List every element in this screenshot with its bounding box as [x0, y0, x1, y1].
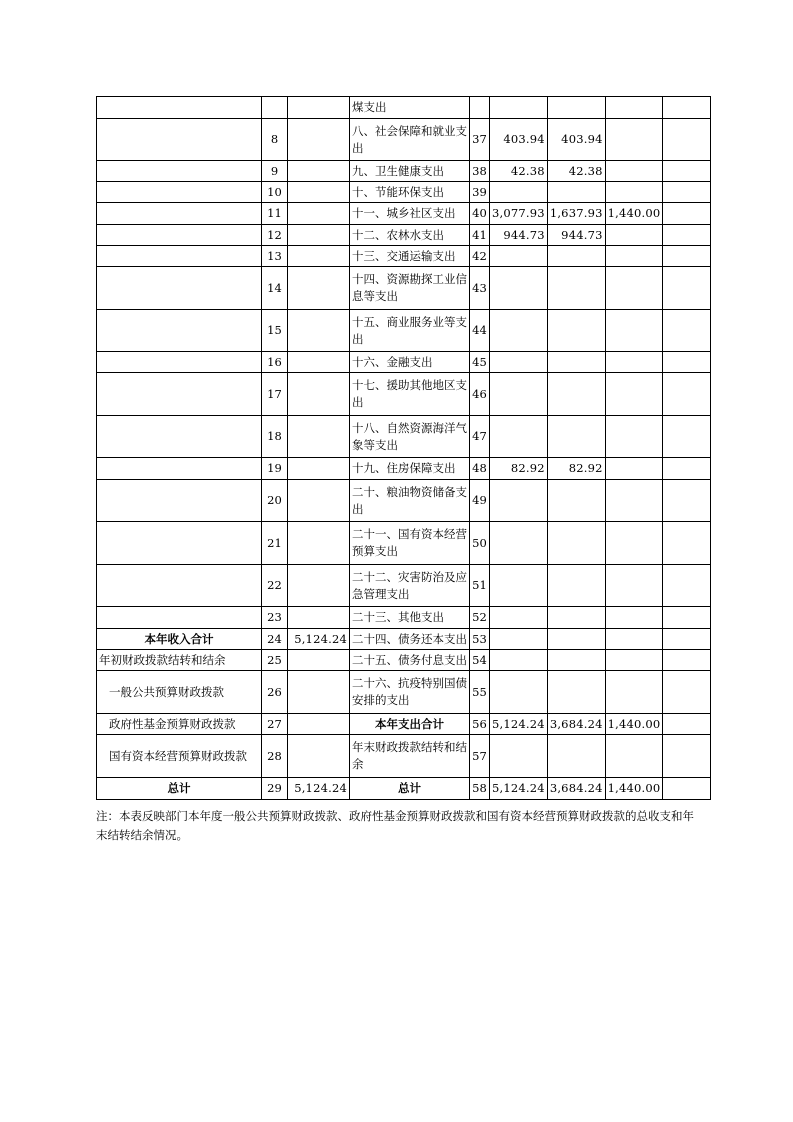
- state-capital-cell: [663, 522, 711, 565]
- expense-total-cell: [490, 650, 548, 671]
- income-amount-cell: [288, 225, 350, 246]
- general-budget-cell: 944.73: [547, 225, 605, 246]
- state-capital-cell: [663, 97, 711, 119]
- income-amount-cell: [288, 480, 350, 522]
- expense-line-no-cell: 46: [470, 373, 490, 416]
- expense-total-cell: 5,124.24: [490, 778, 548, 800]
- expense-item-cell: 十五、商业服务业等支出: [350, 310, 470, 352]
- income-amount-cell: [288, 373, 350, 416]
- general-budget-cell: [547, 373, 605, 416]
- expense-total-cell: [490, 735, 548, 778]
- income-line-no-cell: 14: [262, 267, 288, 310]
- income-amount-cell: [288, 119, 350, 161]
- income-line-no-cell: 20: [262, 480, 288, 522]
- expense-total-cell: [490, 310, 548, 352]
- income-amount-cell: [288, 267, 350, 310]
- expense-item-cell: 十九、住房保障支出: [350, 458, 470, 480]
- income-line-no-cell: 17: [262, 373, 288, 416]
- income-line-no-cell: 8: [262, 119, 288, 161]
- state-capital-cell: [663, 565, 711, 607]
- income-amount-cell: [288, 203, 350, 225]
- income-amount-cell: [288, 735, 350, 778]
- general-budget-cell: [547, 565, 605, 607]
- expense-total-cell: [490, 97, 548, 119]
- table-row: [97, 161, 711, 182]
- income-line-no-cell: 10: [262, 182, 288, 203]
- gov-fund-cell: [605, 310, 663, 352]
- table-row: [97, 416, 711, 458]
- gov-fund-cell: [605, 607, 663, 629]
- income-amount-cell: [288, 458, 350, 480]
- state-capital-cell: [663, 373, 711, 416]
- state-capital-cell: [663, 352, 711, 373]
- gov-fund-cell: [605, 650, 663, 671]
- expense-line-no-cell: 42: [470, 246, 490, 267]
- expense-line-no-cell: 49: [470, 480, 490, 522]
- income-item-cell: [97, 182, 262, 203]
- table-row: [97, 310, 711, 352]
- fiscal-appropriation-table: [96, 96, 711, 800]
- income-item-cell: [97, 373, 262, 416]
- state-capital-cell: [663, 650, 711, 671]
- gov-fund-cell: [605, 246, 663, 267]
- expense-line-no-cell: 53: [470, 629, 490, 650]
- gov-fund-cell: [605, 522, 663, 565]
- gov-fund-cell: [605, 119, 663, 161]
- gov-fund-cell: [605, 735, 663, 778]
- state-capital-cell: [663, 161, 711, 182]
- income-amount-cell: [288, 671, 350, 714]
- income-line-no-cell: 23: [262, 607, 288, 629]
- general-budget-cell: [547, 650, 605, 671]
- table-row: [97, 182, 711, 203]
- general-budget-cell: 403.94: [547, 119, 605, 161]
- expense-total-cell: [490, 246, 548, 267]
- general-budget-cell: [547, 267, 605, 310]
- state-capital-cell: [663, 607, 711, 629]
- income-amount-cell: [288, 714, 350, 735]
- income-item-cell: [97, 119, 262, 161]
- income-item-cell: 本年收入合计: [97, 629, 262, 650]
- expense-total-cell: [490, 352, 548, 373]
- general-budget-cell: [547, 607, 605, 629]
- income-amount-cell: [288, 182, 350, 203]
- expense-item-cell: 二十六、抗疫特别国债安排的支出: [350, 671, 470, 714]
- income-amount-cell: [288, 97, 350, 119]
- expense-total-cell: [490, 607, 548, 629]
- expense-line-no-cell: 48: [470, 458, 490, 480]
- table-row: [97, 650, 711, 671]
- expense-line-no-cell: 39: [470, 182, 490, 203]
- income-item-cell: 一般公共预算财政拨款: [97, 671, 262, 714]
- general-budget-cell: 3,684.24: [547, 778, 605, 800]
- income-amount-cell: [288, 565, 350, 607]
- expense-line-no-cell: 54: [470, 650, 490, 671]
- gov-fund-cell: [605, 182, 663, 203]
- expense-total-cell: 42.38: [490, 161, 548, 182]
- income-item-cell: [97, 458, 262, 480]
- income-amount-cell: [288, 161, 350, 182]
- income-line-no-cell: 27: [262, 714, 288, 735]
- income-amount-cell: [288, 310, 350, 352]
- income-item-cell: [97, 607, 262, 629]
- expense-line-no-cell: 38: [470, 161, 490, 182]
- income-line-no-cell: 28: [262, 735, 288, 778]
- gov-fund-cell: [605, 629, 663, 650]
- gov-fund-cell: [605, 671, 663, 714]
- state-capital-cell: [663, 182, 711, 203]
- expense-item-cell: 二十五、债务付息支出: [350, 650, 470, 671]
- expense-item-cell: 煤支出: [350, 97, 470, 119]
- income-item-cell: [97, 352, 262, 373]
- gov-fund-cell: [605, 267, 663, 310]
- income-line-no-cell: 18: [262, 416, 288, 458]
- income-line-no-cell: 22: [262, 565, 288, 607]
- expense-item-cell: 二十三、其他支出: [350, 607, 470, 629]
- income-item-cell: [97, 565, 262, 607]
- table-row: [97, 522, 711, 565]
- expense-line-no-cell: 47: [470, 416, 490, 458]
- income-line-no-cell: 13: [262, 246, 288, 267]
- expense-item-cell: 十二、农林水支出: [350, 225, 470, 246]
- state-capital-cell: [663, 203, 711, 225]
- expense-item-cell: 十四、资源勘探工业信息等支出: [350, 267, 470, 310]
- state-capital-cell: [663, 714, 711, 735]
- expense-line-no-cell: 58: [470, 778, 490, 800]
- table-note: 注：本表反映部门本年度一般公共预算财政拨款、政府性基金预算财政拨款和国有资本经营预算财政拨款的总收支和年末结转结余情况。: [96, 809, 694, 842]
- gov-fund-cell: [605, 97, 663, 119]
- expense-item-cell: 二十二、灾害防治及应急管理支出: [350, 565, 470, 607]
- table-row: [97, 352, 711, 373]
- expense-total-cell: [490, 522, 548, 565]
- income-line-no-cell: [262, 97, 288, 119]
- income-amount-cell: [288, 607, 350, 629]
- income-item-cell: 政府性基金预算财政拨款: [97, 714, 262, 735]
- general-budget-cell: 82.92: [547, 458, 605, 480]
- general-budget-cell: 42.38: [547, 161, 605, 182]
- table-row: [97, 607, 711, 629]
- income-amount-cell: 5,124.24: [288, 629, 350, 650]
- gov-fund-cell: 1,440.00: [605, 203, 663, 225]
- general-budget-cell: [547, 352, 605, 373]
- expense-total-cell: [490, 416, 548, 458]
- state-capital-cell: [663, 416, 711, 458]
- income-item-cell: 总计: [97, 778, 262, 800]
- general-budget-cell: [547, 416, 605, 458]
- expense-total-cell: 82.92: [490, 458, 548, 480]
- state-capital-cell: [663, 735, 711, 778]
- expense-line-no-cell: 43: [470, 267, 490, 310]
- expense-item-cell: 二十一、国有资本经营预算支出: [350, 522, 470, 565]
- gov-fund-cell: [605, 225, 663, 246]
- gov-fund-cell: [605, 416, 663, 458]
- table-row: [97, 203, 711, 225]
- expense-total-cell: [490, 267, 548, 310]
- general-budget-cell: 3,684.24: [547, 714, 605, 735]
- table-row: [97, 97, 711, 119]
- income-item-cell: [97, 97, 262, 119]
- expense-total-cell: 3,077.93: [490, 203, 548, 225]
- state-capital-cell: [663, 246, 711, 267]
- income-item-cell: [97, 416, 262, 458]
- general-budget-cell: [547, 182, 605, 203]
- general-budget-cell: [547, 480, 605, 522]
- income-item-cell: [97, 267, 262, 310]
- table-row: [97, 458, 711, 480]
- general-budget-cell: 1,637.93: [547, 203, 605, 225]
- expense-total-cell: [490, 182, 548, 203]
- income-item-cell: [97, 225, 262, 246]
- income-line-no-cell: 16: [262, 352, 288, 373]
- expense-total-cell: [490, 480, 548, 522]
- expense-item-cell: 年末财政拨款结转和结余: [350, 735, 470, 778]
- gov-fund-cell: [605, 352, 663, 373]
- table-row: [97, 565, 711, 607]
- expense-item-cell: 十七、援助其他地区支出: [350, 373, 470, 416]
- expense-line-no-cell: 51: [470, 565, 490, 607]
- income-line-no-cell: 19: [262, 458, 288, 480]
- state-capital-cell: [663, 671, 711, 714]
- income-item-cell: [97, 480, 262, 522]
- expense-item-cell: 九、卫生健康支出: [350, 161, 470, 182]
- expense-item-cell: 十一、城乡社区支出: [350, 203, 470, 225]
- table-row: [97, 671, 711, 714]
- expense-line-no-cell: 55: [470, 671, 490, 714]
- income-amount-cell: [288, 246, 350, 267]
- expense-item-cell: 二十四、债务还本支出: [350, 629, 470, 650]
- income-item-cell: [97, 522, 262, 565]
- general-budget-cell: [547, 522, 605, 565]
- state-capital-cell: [663, 458, 711, 480]
- income-item-cell: 年初财政拨款结转和结余: [97, 650, 262, 671]
- state-capital-cell: [663, 119, 711, 161]
- table-row: [97, 735, 711, 778]
- expense-line-no-cell: 57: [470, 735, 490, 778]
- expense-line-no-cell: 41: [470, 225, 490, 246]
- expense-total-cell: 944.73: [490, 225, 548, 246]
- table-row: [97, 480, 711, 522]
- gov-fund-cell: [605, 373, 663, 416]
- income-line-no-cell: 21: [262, 522, 288, 565]
- income-line-no-cell: 24: [262, 629, 288, 650]
- income-line-no-cell: 11: [262, 203, 288, 225]
- general-budget-cell: [547, 671, 605, 714]
- expense-total-cell: [490, 629, 548, 650]
- income-item-cell: 国有资本经营预算财政拨款: [97, 735, 262, 778]
- expense-line-no-cell: 56: [470, 714, 490, 735]
- income-line-no-cell: 9: [262, 161, 288, 182]
- income-item-cell: [97, 203, 262, 225]
- expense-item-cell: 十、节能环保支出: [350, 182, 470, 203]
- table-row: [97, 373, 711, 416]
- income-amount-cell: [288, 416, 350, 458]
- gov-fund-cell: 1,440.00: [605, 714, 663, 735]
- expense-line-no-cell: 44: [470, 310, 490, 352]
- state-capital-cell: [663, 310, 711, 352]
- general-budget-cell: [547, 246, 605, 267]
- income-line-no-cell: 15: [262, 310, 288, 352]
- expense-item-cell: 本年支出合计: [350, 714, 470, 735]
- expense-total-cell: [490, 565, 548, 607]
- state-capital-cell: [663, 267, 711, 310]
- expense-line-no-cell: 40: [470, 203, 490, 225]
- expense-total-cell: [490, 373, 548, 416]
- income-line-no-cell: 29: [262, 778, 288, 800]
- income-item-cell: [97, 246, 262, 267]
- expense-line-no-cell: 45: [470, 352, 490, 373]
- gov-fund-cell: [605, 565, 663, 607]
- table-row: [97, 778, 711, 800]
- expense-line-no-cell: 37: [470, 119, 490, 161]
- expense-item-cell: 十八、自然资源海洋气象等支出: [350, 416, 470, 458]
- gov-fund-cell: [605, 458, 663, 480]
- table-row: [97, 714, 711, 735]
- state-capital-cell: [663, 629, 711, 650]
- income-amount-cell: [288, 352, 350, 373]
- income-line-no-cell: 26: [262, 671, 288, 714]
- expense-line-no-cell: [470, 97, 490, 119]
- income-amount-cell: 5,124.24: [288, 778, 350, 800]
- expense-item-cell: 二十、粮油物资储备支出: [350, 480, 470, 522]
- income-line-no-cell: 25: [262, 650, 288, 671]
- gov-fund-cell: 1,440.00: [605, 778, 663, 800]
- expense-item-cell: 十三、交通运输支出: [350, 246, 470, 267]
- table-row: [97, 267, 711, 310]
- expense-total-cell: [490, 671, 548, 714]
- general-budget-cell: [547, 310, 605, 352]
- income-amount-cell: [288, 650, 350, 671]
- general-budget-cell: [547, 629, 605, 650]
- income-item-cell: [97, 161, 262, 182]
- table-row: [97, 225, 711, 246]
- expense-total-cell: 5,124.24: [490, 714, 548, 735]
- table-row: [97, 629, 711, 650]
- gov-fund-cell: [605, 161, 663, 182]
- expense-line-no-cell: 50: [470, 522, 490, 565]
- income-line-no-cell: 12: [262, 225, 288, 246]
- general-budget-cell: [547, 97, 605, 119]
- table-row: [97, 119, 711, 161]
- expense-item-cell: 十六、金融支出: [350, 352, 470, 373]
- state-capital-cell: [663, 225, 711, 246]
- state-capital-cell: [663, 778, 711, 800]
- expense-item-cell: 总计: [350, 778, 470, 800]
- state-capital-cell: [663, 480, 711, 522]
- income-amount-cell: [288, 522, 350, 565]
- expense-total-cell: 403.94: [490, 119, 548, 161]
- gov-fund-cell: [605, 480, 663, 522]
- expense-item-cell: 八、社会保障和就业支出: [350, 119, 470, 161]
- income-item-cell: [97, 310, 262, 352]
- table-row: [97, 246, 711, 267]
- general-budget-cell: [547, 735, 605, 778]
- expense-line-no-cell: 52: [470, 607, 490, 629]
